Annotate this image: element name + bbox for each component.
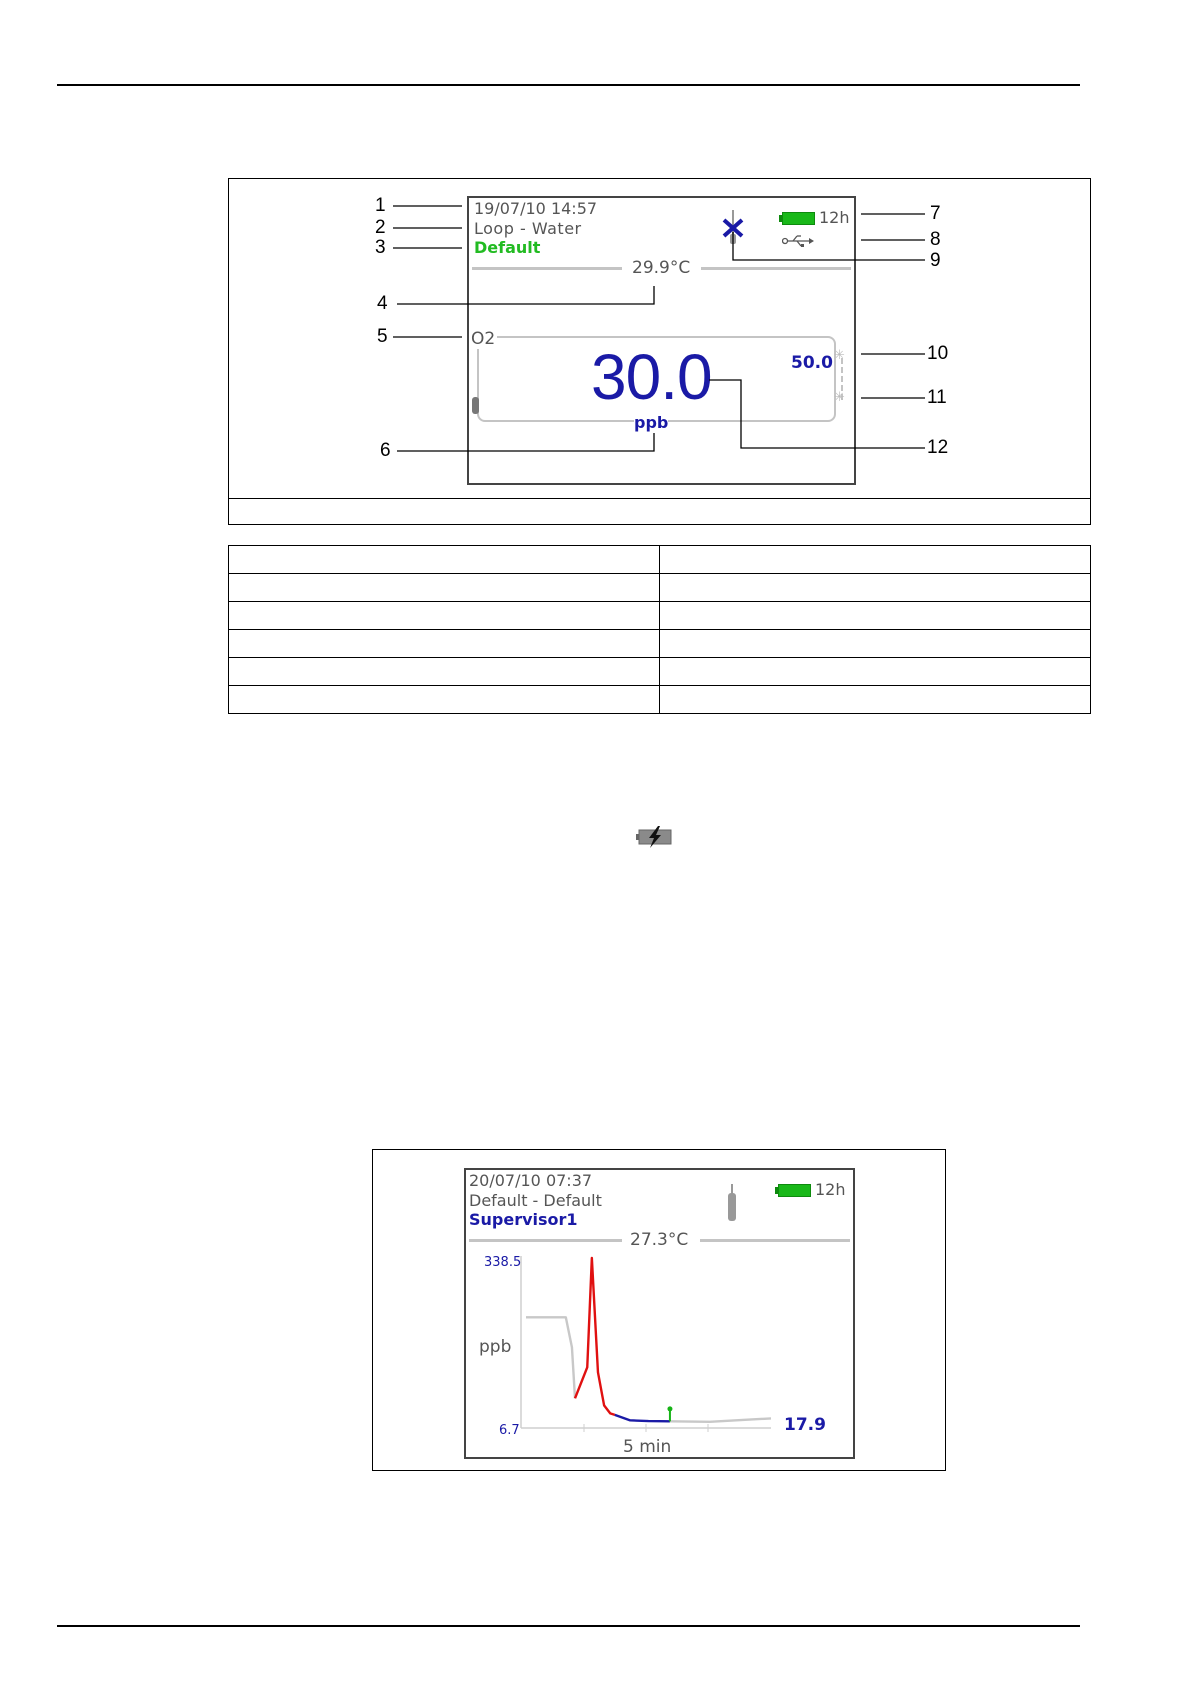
table-cell [229,686,660,714]
table-row [229,546,1091,574]
table-cell [229,574,660,602]
table-row [229,658,1091,686]
alarm-low-icon: ✳ [834,390,845,405]
callout-1: 1 [375,195,386,216]
table-cell [229,546,660,574]
table-row [229,686,1091,714]
table-row [229,630,1091,658]
graph-battery-time: 12h [815,1180,846,1199]
callout-8: 8 [930,229,941,250]
graph-battery-nub [775,1187,779,1194]
table-cell [229,630,660,658]
y-min-label: 6.7 [499,1423,520,1438]
callout-10: 10 [927,343,949,364]
table-cell [660,546,1091,574]
table-row [229,602,1091,630]
callout-legend-table [228,545,1091,714]
profile-label: Default [474,238,541,257]
gas-label: O2 [471,329,496,349]
table-cell [660,602,1091,630]
graph-temperature: 27.3°C [630,1230,689,1250]
alarm-high-icon: ✳ [834,348,845,363]
graph-battery-icon [778,1184,811,1197]
callout-6: 6 [380,440,391,461]
callout-lines [0,0,1190,520]
callout-line-9 [733,232,925,260]
sensor-icon [725,1184,739,1222]
graph-temp-line-right [700,1239,850,1242]
y-axis-label: ppb [479,1337,512,1357]
callout-3: 3 [375,237,386,258]
now-marker-head [667,1406,672,1411]
series-line-future [670,1418,771,1421]
callout-5: 5 [377,326,388,347]
x-axis-label: 5 min [623,1437,672,1457]
graph-location: Default - Default [469,1191,602,1210]
current-value-label: 17.9 [784,1415,826,1435]
graph-datetime: 20/07/10 07:37 [469,1171,593,1190]
table-cell [229,602,660,630]
table-cell [660,686,1091,714]
callout-7: 7 [930,203,941,224]
table-cell [660,658,1091,686]
series-line-peak [575,1258,615,1415]
user-label: Supervisor1 [469,1210,578,1229]
callout-line-4 [397,286,654,304]
datetime: 19/07/10 14:57 [474,199,598,218]
series-layer [526,1258,771,1422]
location-label: Loop - Water [474,219,582,238]
graph-screen [464,1168,855,1459]
callout-2: 2 [375,217,386,238]
measured-value: 30.0 [591,341,712,413]
table-cell [229,658,660,686]
callout-11: 11 [927,387,947,408]
trend-chart [466,1248,853,1457]
y-max-label: 338.5 [484,1255,522,1270]
callout-line-12 [709,380,925,448]
battery-time: 12h [819,208,850,227]
unit-label: ppb [634,413,669,432]
callout-line-6 [397,433,654,451]
series-line-recent [615,1415,670,1422]
footer-rule [57,1625,1080,1627]
alarm-value: 50.0 [791,353,833,373]
table-cell [660,630,1091,658]
series-line-history [526,1317,575,1398]
table-cell [660,574,1091,602]
callout-9: 9 [930,250,941,271]
temperature: 29.9°C [632,258,691,278]
callout-4: 4 [377,293,388,314]
callout-12: 12 [927,437,949,458]
table-row [229,574,1091,602]
battery-charging-icon [636,826,674,848]
graph-temp-line-left [469,1239,622,1242]
